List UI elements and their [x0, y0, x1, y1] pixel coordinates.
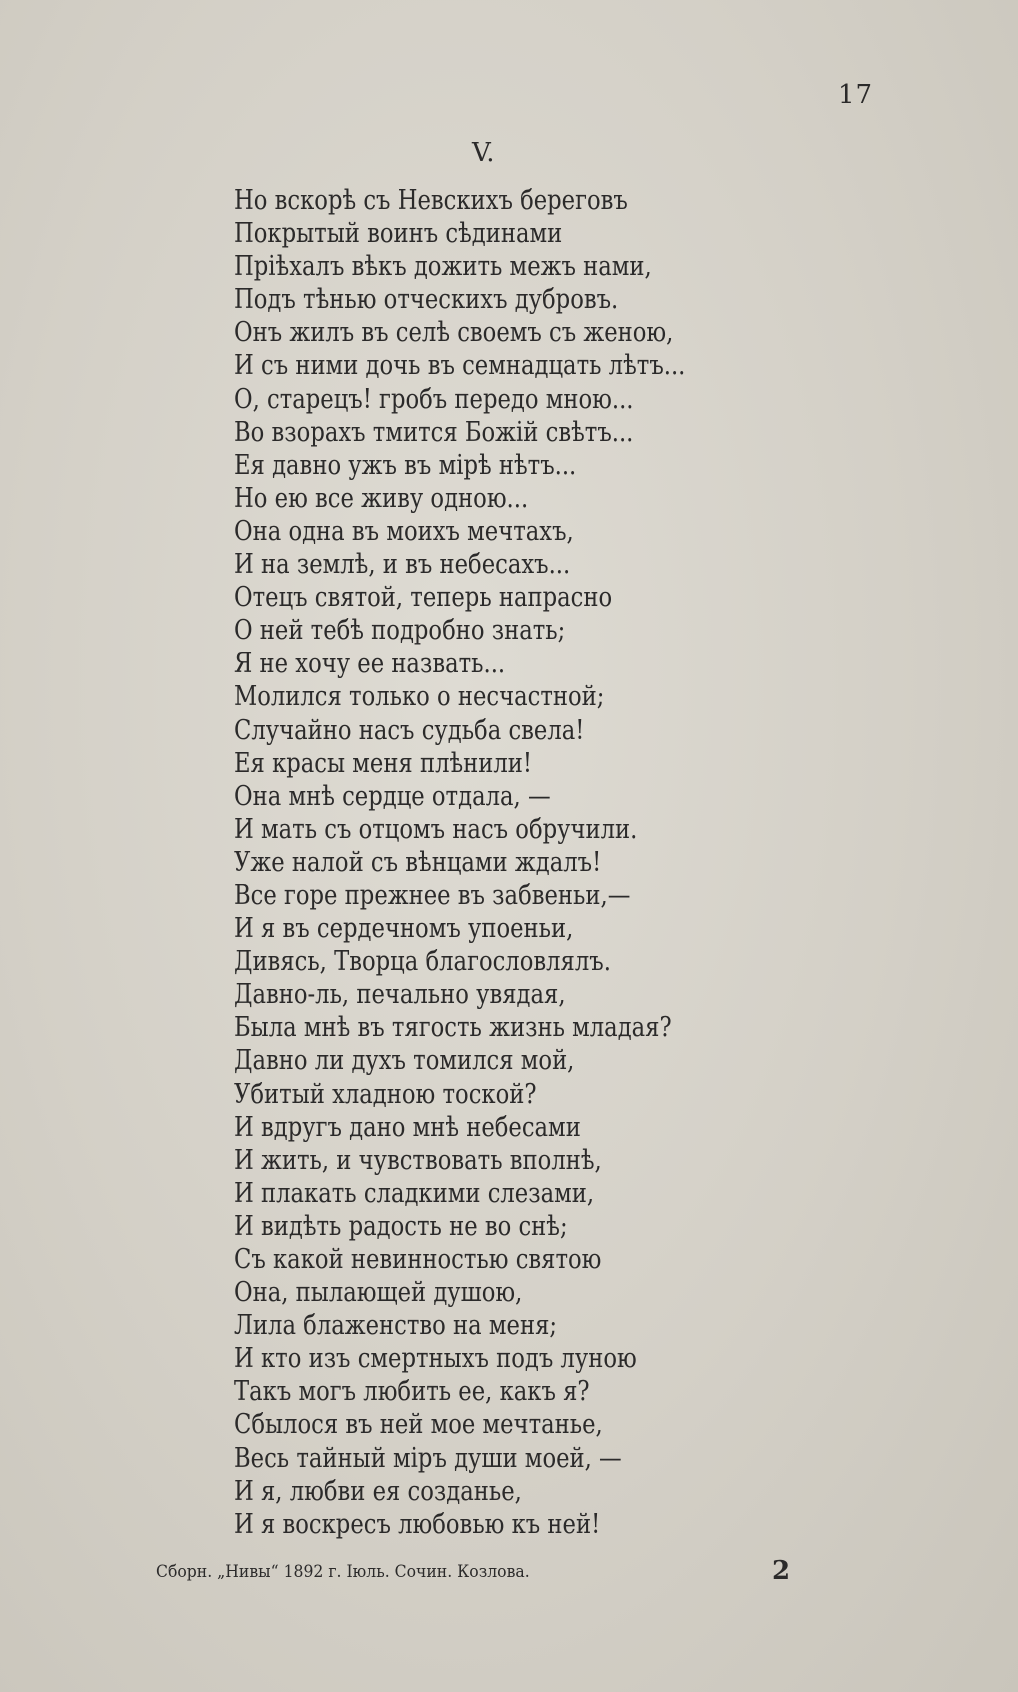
poem-line: О ней тебѣ подробно знать;: [234, 615, 566, 647]
footer-signature: Сборн. „Нивы“ 1892 г. Іюль. Сочин. Козлова.: [156, 1562, 530, 1582]
poem-line: Дивясь, Творца благословлялъ.: [234, 946, 611, 978]
poem-line: Убитый хладною тоской?: [234, 1078, 537, 1110]
poem-line: Она одна въ моихъ мечтахъ,: [234, 515, 574, 547]
poem-line: Во взорахъ тмится Божій свѣтъ...: [234, 416, 634, 448]
poem-line: Весь тайный міръ души моей, —: [234, 1442, 622, 1474]
poem-line: Лила блаженство на меня;: [234, 1310, 558, 1342]
section-heading: V.: [472, 138, 495, 168]
poem-line: Я не хочу ее назвать...: [234, 648, 506, 680]
poem-line: И видѣть радость не во снѣ;: [234, 1210, 568, 1242]
poem-line: Онъ жилъ въ селѣ своемъ съ женою,: [234, 317, 674, 349]
poem-line: И я въ сердечномъ упоеньи,: [234, 913, 574, 945]
poem-line: Пріѣхалъ вѣкъ дожить межъ нами,: [234, 251, 652, 283]
poem-line: И жить, и чувствовать вполнѣ,: [234, 1144, 602, 1176]
sheet-number: 2: [772, 1556, 791, 1586]
poem-line: Случайно насъ судьба свела!: [234, 714, 585, 746]
poem-line: Съ какой невинностью святою: [234, 1244, 602, 1275]
poem-line: Уже налой съ вѣнцами ждалъ!: [234, 846, 602, 878]
poem-line: Ея давно ужъ въ мірѣ нѣтъ...: [234, 449, 577, 481]
poem-line: Все горе прежнее въ забвеньи,—: [234, 879, 631, 911]
poem-line: И плакать сладкими слезами,: [234, 1177, 595, 1209]
poem-line: Такъ могъ любить ее, какъ я?: [234, 1376, 590, 1408]
poem-line: Она, пылающей душою,: [234, 1277, 523, 1309]
poem-line: И я, любви ея созданье,: [234, 1475, 522, 1507]
poem-line: И мать съ отцомъ насъ обручили.: [234, 813, 638, 845]
poem-verse: [234, 184, 794, 1541]
poem-line: Сбылося въ ней мое мечтанье,: [234, 1409, 603, 1441]
poem-line: Давно-ль, печально увядая,: [234, 979, 566, 1011]
poem-line: И кто изъ смертныхъ подъ луною: [234, 1343, 637, 1375]
poem-line: И вдругъ дано мнѣ небесами: [234, 1111, 581, 1143]
poem-line: Давно ли духъ томился мой,: [234, 1045, 575, 1077]
poem-line: Была мнѣ въ тягость жизнь младая?: [234, 1012, 672, 1044]
poem-line: И на землѣ, и въ небесахъ...: [234, 549, 571, 581]
poem-line: И съ ними дочь въ семнадцать лѣтъ...: [234, 350, 686, 382]
poem-line: Молился только о несчастной;: [234, 681, 605, 713]
poem-line: Отецъ святой, теперь напрасно: [234, 582, 613, 614]
poem-line: Покрытый воинъ сѣдинами: [234, 218, 563, 250]
poem-line: Подъ тѣнью отческихъ дубровъ.: [234, 284, 619, 316]
poem-line: Она мнѣ сердце отдала, —: [234, 780, 551, 812]
poem-line: Но вскорѣ съ Невскихъ береговъ: [234, 185, 628, 216]
poem-line: Ея красы меня плѣнили!: [234, 747, 533, 779]
poem-line: О, старецъ! гробъ передо мною...: [234, 383, 634, 415]
poem-line: И я воскресъ любовью къ ней!: [234, 1508, 601, 1540]
poem-line: Но ею все живу одною...: [234, 482, 529, 514]
page-number: 17: [838, 80, 874, 110]
